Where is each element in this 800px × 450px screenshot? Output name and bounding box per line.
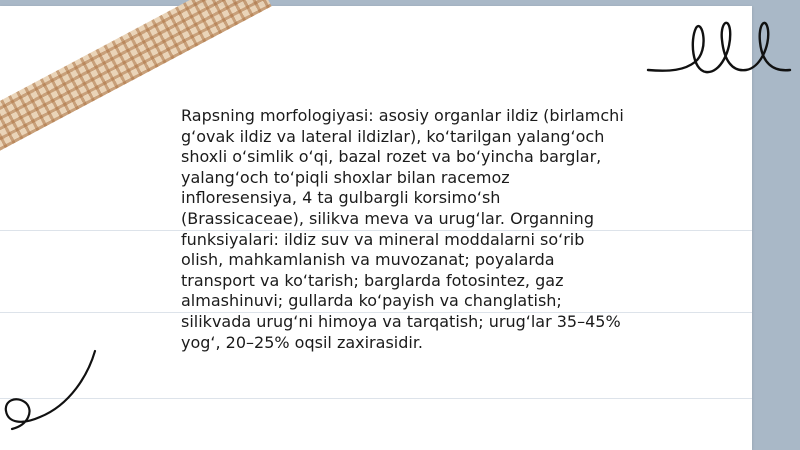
swirl-scribble-icon bbox=[0, 345, 110, 435]
ruled-line bbox=[0, 398, 752, 399]
body-text: Rapsning morfologiyasi: asosiy organlar ildiz (birlamchi g‘ovak ildiz va lateral ildizlar), ko‘tarilgan yalang‘och shoxli o‘simlik o‘qi, bazal rozet va bo‘yincha barglar, yalang‘och to‘piqli shoxlar bilan racemoz infloresensiya, 4 ta gulbargli korsimo‘sh (Brassicaceae), silikva meva va urug‘lar. Organning funksiyalari: ildiz suv va mineral moddalarni so‘rib olish, mahkamlanish va muvozanat; poyalarda transport va ko‘tarish; barglarda fotosintez, gaz almashinuvi; gullarda ko‘payish va changlatish; silikvada urug‘ni himoya va tarqatish; urug‘lar 35–45% yog‘, 20–25% oqsil zaxirasidir. bbox=[181, 106, 624, 352]
loop-scribble-icon bbox=[640, 10, 800, 90]
